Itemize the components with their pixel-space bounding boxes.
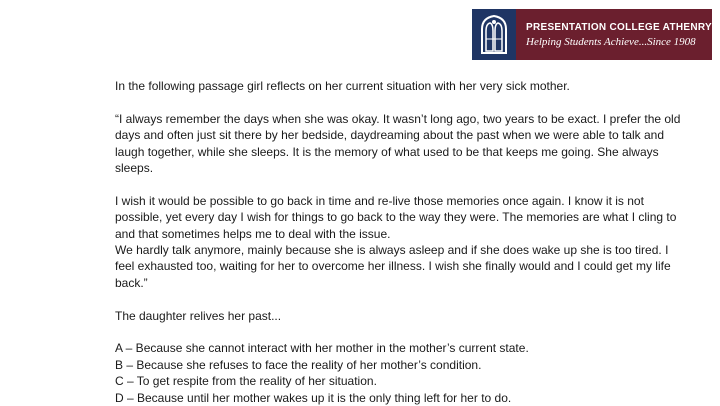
passage-intro: In the following passage girl reflects on her current situation with her very sick mother. bbox=[115, 79, 570, 93]
answer-option-a: A – Because she cannot interact with her mother in the mother’s current state. bbox=[115, 341, 529, 356]
spacer bbox=[115, 324, 687, 340]
question-content bbox=[115, 78, 687, 406]
passage-paragraph-1: “I always remember the days when she was okay. It wasn’t long ago, two years to be exact. I prefer the old days and often just sit there by her bedside, daydreaming about the past when we were able to talk and laugh together, while she sleeps. It is the memory of what used to be that keeps me going. She always sleeps. bbox=[115, 111, 681, 176]
school-motto: Helping Students Achieve...Since 1908 bbox=[526, 35, 696, 48]
passage-paragraph-3: We hardly talk anymore, mainly because she is always asleep and if she does wake up she is too tired. I feel exhausted too, waiting for her to overcome her illness. I wish she finally would and I could get my life back.” bbox=[115, 243, 671, 290]
crest-window-icon bbox=[476, 13, 512, 57]
spacer bbox=[115, 94, 687, 110]
school-crest bbox=[472, 9, 516, 60]
school-name: PRESENTATION COLLEGE ATHENRY bbox=[526, 21, 712, 33]
question-prompt: The daughter relives her past... bbox=[115, 308, 282, 323]
banner-text bbox=[516, 9, 712, 60]
answer-option-b: B – Because she refuses to face the reality of her mother’s condition. bbox=[115, 357, 482, 372]
answer-option-d: D – Because until her mother wakes up it is the only thing left for her to do. bbox=[115, 390, 512, 405]
answer-option-c: C – To get respite from the reality of her situation. bbox=[115, 374, 377, 389]
spacer bbox=[115, 291, 687, 307]
school-banner bbox=[472, 9, 712, 60]
spacer bbox=[115, 176, 687, 192]
passage-paragraph-2: I wish it would be possible to go back in time and re-live those memories once again. I know it is not possible, yet every day I wish for things to go back to the way they were. The memories are what I cling to and that sometimes helps me to deal with the issue. bbox=[115, 193, 677, 241]
